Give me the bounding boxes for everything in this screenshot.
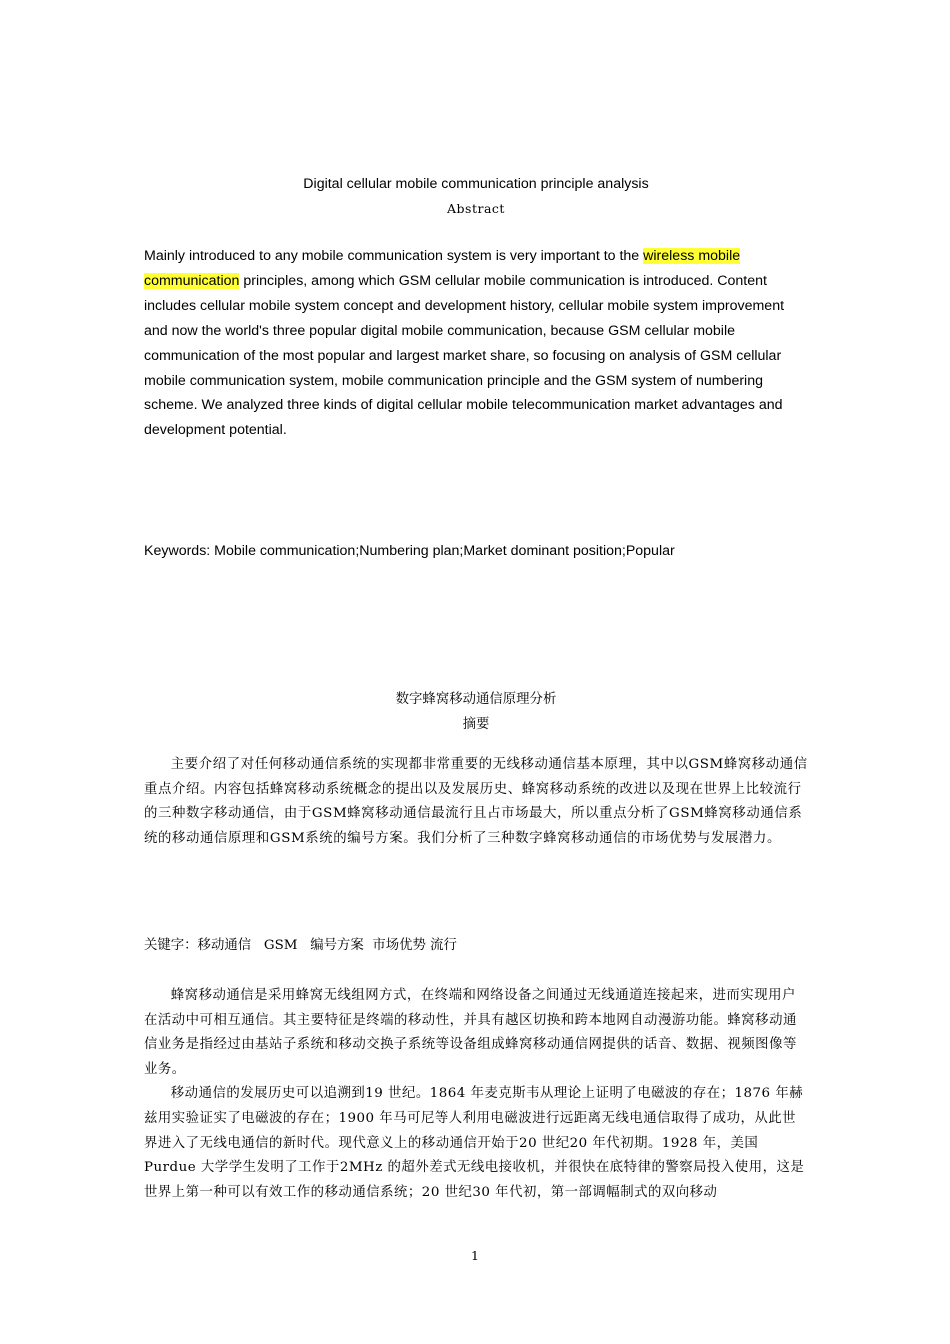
chinese-body	[144, 984, 808, 1205]
abstract-text-start: Mainly introduced to any mobile communication system is very important to the	[144, 248, 644, 264]
english-title: Digital cellular mobile communication principle analysis	[303, 176, 649, 192]
body-paragraph: 移动通信的发展历史可以追溯到19 世纪。1864 年麦克斯韦从理论上证明了电磁波的存在；1876 年赫兹用实验证实了电磁波的存在；1900 年马可尼等人利用电磁波进行远距离无线电通信取得了成功，从此世界进入了无线电通信的新时代。现代意义上的移动通信开始于20 世纪20 年代初期。1928 年，美国Purdue 大学学生发明了工作于2MHz 的超外差式无线电接收机，并很快在底特律的警察局投入使用，这是世界上第一种可以有效工作的移动通信系统；20 世纪30 年代初，第一部调幅制式的双向移动	[144, 1086, 805, 1200]
english-keywords: Keywords: Mobile communication;Numbering plan;Market dominant position;Popular	[144, 543, 675, 559]
english-abstract-body	[144, 244, 808, 443]
chinese-abstract-body: 主要介绍了对任何移动通信系统的实现都非常重要的无线移动通信基本原理，其中以GSM蜂窝移动通信重点介绍。内容包括蜂窝移动系统概念的提出以及发展历史、蜂窝移动系统的改进以及现在世界上比较流行的三种数字移动通信，由于GSM蜂窝移动通信最流行且占市场最大，所以重点分析了GSM蜂窝移动通信系统的移动通信原理和GSM系统的编号方案。我们分析了三种数字蜂窝移动通信的市场优势与发展潜力。	[144, 757, 808, 846]
highlighted-phrase: wireless mobile communication	[144, 248, 741, 289]
chinese-keywords: 关键字：移动通信 GSM 编号方案 市场优势 流行	[144, 938, 457, 953]
english-abstract-heading: Abstract	[447, 201, 505, 216]
page-number: 1	[471, 1248, 479, 1263]
chinese-abstract-heading: 摘要	[462, 717, 490, 732]
body-paragraph: 蜂窝移动通信是采用蜂窝无线组网方式，在终端和网络设备之间通过无线通道连接起来，进而实现用户在活动中可相互通信。其主要特征是终端的移动性，并具有越区切换和跨本地网自动漫游功能。蜂窝移动通信业务是指经过由基站子系统和移动交换子系统等设备组成蜂窝移动通信网提供的话音、数据、视频图像等业务。	[144, 988, 797, 1077]
chinese-title: 数字蜂窝移动通信原理分析	[395, 692, 557, 707]
abstract-text-end: principles, among which GSM cellular mobile communication is introduced. Content includes cellular mobile system concept and development history, cellular mobile system improvement and now the world's three popular digital mobile communication, because GSM cellular mobile communication of the most popular and largest market share, so focusing on analysis of GSM cellular mobile communication system, mobile communication principle and the GSM system of numbering scheme. We analyzed three kinds of digital cellular mobile telecommunication market advantages and development potential.	[144, 272, 785, 439]
